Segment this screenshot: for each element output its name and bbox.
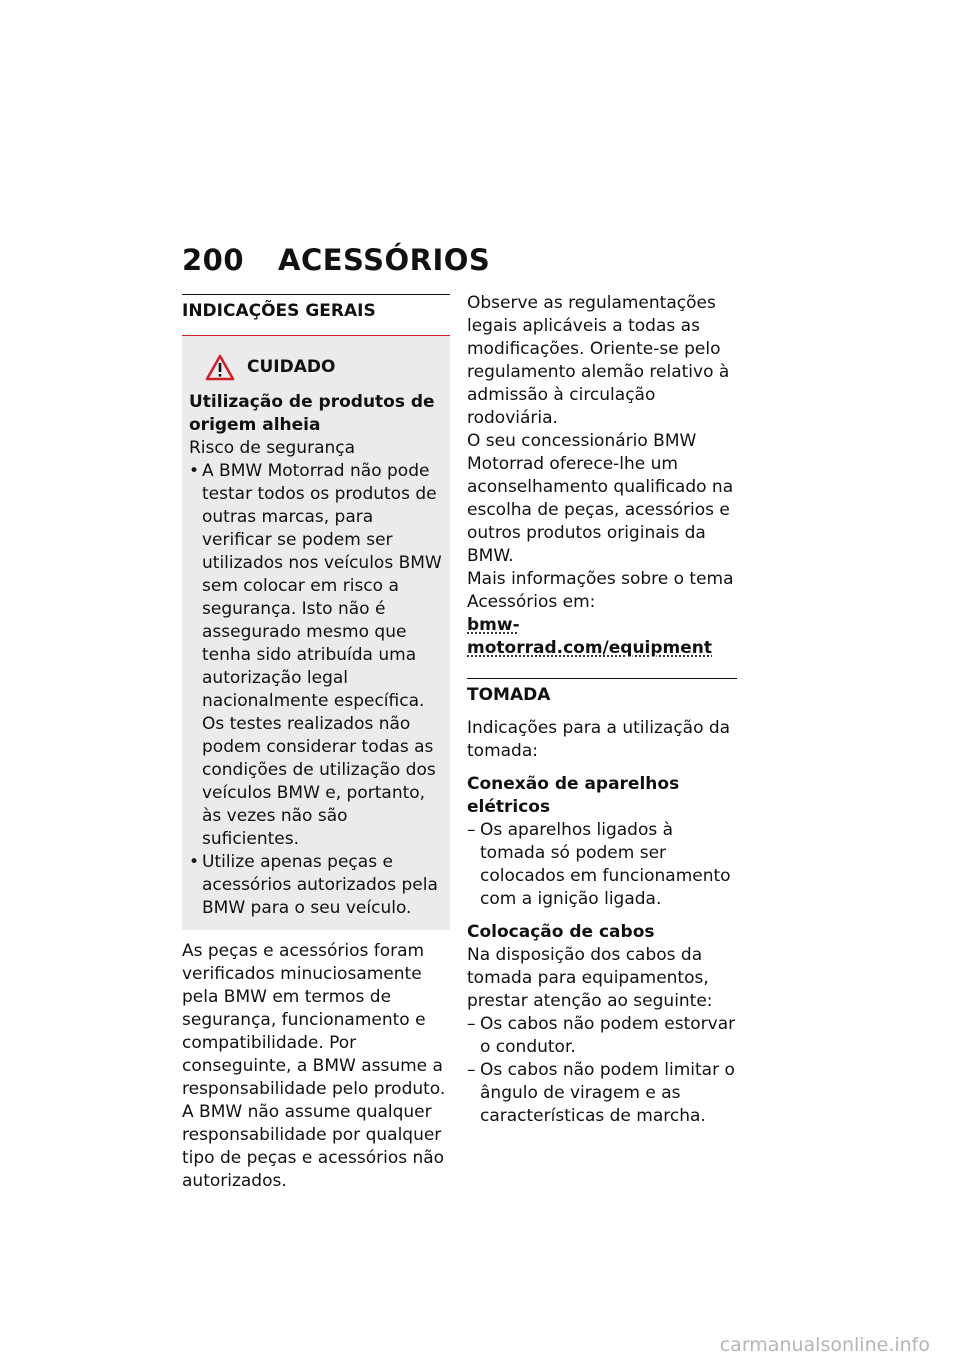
list-item: – Os aparelhos ligados à tomada só podem ser colocados em funcionamento com a ignição ligada. (467, 819, 737, 911)
warning-subtitle: Utilização de produtos de origem alheia (189, 392, 435, 435)
warning-risk: Risco de segurança (189, 438, 356, 458)
page-number: 200 (182, 243, 245, 277)
watermark: carmanualsonline.info (719, 1334, 930, 1356)
connect-devices-list (467, 819, 737, 911)
subheading-cable-routing: Colocação de cabos (467, 922, 655, 942)
right-column (467, 292, 737, 1128)
regulations-paragraph: Observe as regulamentações legais aplicáveis a todas as modificações. Oriente-se pelo regulamento alemão relativo à admissão à circulação rodoviária. (467, 293, 730, 428)
page-header (182, 243, 490, 277)
general-body: As peças e acessórios foram verificados minuciosamente pela BMW em termos de segurança, funcionamento e compatibilidade. Por conseguinte, a BMW assume a responsabilidade pelo produto. A BMW não assume qualquer responsabilidade por qualquer tipo de peças e acessórios não autorizados. (182, 941, 446, 1191)
list-item: – Os cabos não podem limitar o ângulo de viragem e as características de marcha. (467, 1059, 737, 1128)
dealer-paragraph: O seu concessionário BMW Motorrad oferece-lhe um aconselhamento qualificado na escolha de peças, acessórios e outros produtos originais da BMW. (467, 431, 734, 566)
section-heading-socket: TOMADA (467, 678, 737, 707)
warning-bullet: • Utilize apenas peças e acessórios autorizados pela BMW para o seu veículo. (189, 851, 442, 920)
chapter-title: ACESSÓRIOS (278, 243, 491, 277)
cable-routing-text: Na disposição dos cabos da tomada para equipamentos, prestar atenção ao seguinte: (467, 945, 713, 1011)
more-info-paragraph: Mais informações sobre o tema Acessórios em: (467, 569, 734, 612)
warning-bullets (189, 460, 442, 920)
left-column (182, 294, 450, 1193)
section-heading-general: INDICAÇÕES GERAIS (182, 294, 450, 323)
socket-intro: Indicações para a utilização da tomada: (467, 718, 731, 761)
warning-title (205, 354, 442, 381)
warning-triangle-icon (205, 354, 235, 381)
list-item: – Os cabos não podem estorvar o condutor. (467, 1013, 737, 1059)
cable-routing-list (467, 1013, 737, 1128)
warning-label: CUIDADO (247, 357, 336, 377)
warning-bullet: • A BMW Motorrad não pode testar todos os produtos de outras marcas, para verificar se podem ser utilizados nos veículos BMW sem colocar em risco a segurança. Isto não é assegurado mesmo que tenha sido atribuída uma autorização legal nacionalmente específica. Os testes realizados não podem considerar todas as condições de utilização dos veículos BMW e, portanto, às vezes não são suficientes. (189, 460, 442, 851)
warning-box (182, 335, 450, 930)
subheading-connect-devices: Conexão de aparelhos elétricos (467, 774, 680, 817)
accessories-link[interactable]: bmw-motorrad.com/equipment (467, 615, 713, 658)
